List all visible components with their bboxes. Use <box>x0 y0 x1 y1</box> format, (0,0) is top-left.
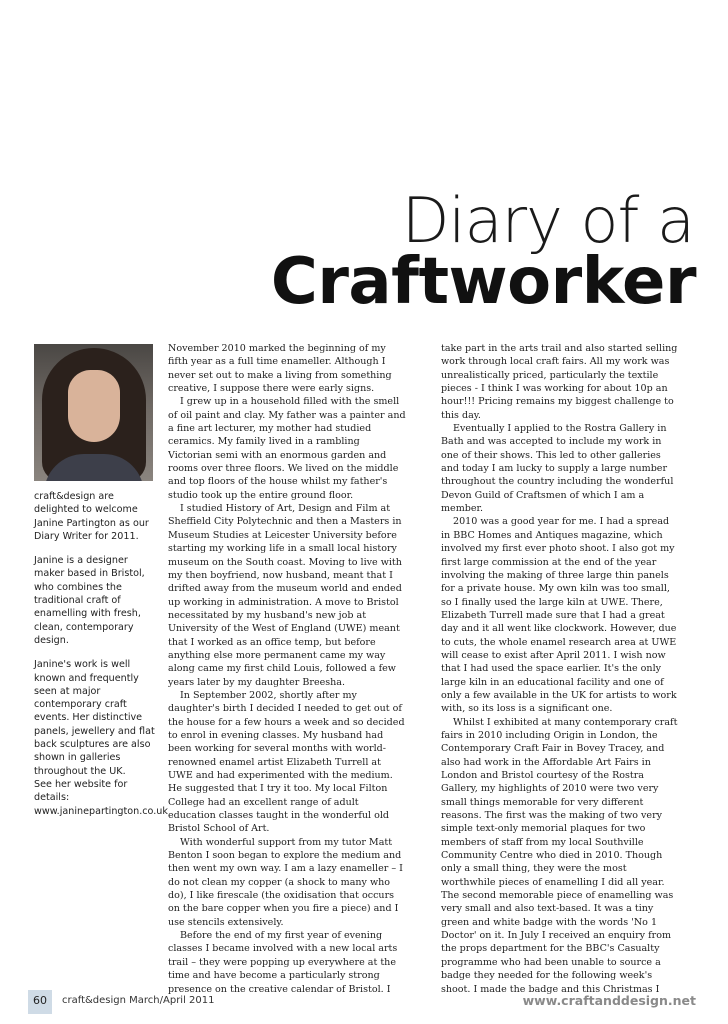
paragraph: With wonderful support from my tutor Matt Benton I soon began to explore the medium and then went my own way. I am a lazy enameller – I do not clean my copper (a shock to many who do), I like firescale (the oxidisation that occurs on the bare copper when you fire a piece) and I use stencils extensively. <box>168 836 403 928</box>
sidebar-bio: Janine is a designer maker based in Bristol, who combines the traditional craft of enamelling with fresh, clean, contemporary design. <box>34 555 145 646</box>
sidebar-work-text: Janine's work is well known and frequently seen at major contemporary craft events. Her distinctive panels, jewellery and flat back sculptures are also shown in galleries throughout the UK. <box>34 659 155 777</box>
paragraph: 2010 was a good year for me. I had a spread in BBC Homes and Antiques magazine, which involved my first ever photo shoot. I also got my first large commission at the end of the year involving the making of three large thin panels for a private house. My own kiln was too small, so I finally used the large kiln at UWE. There, Elizabeth Turrell made sure that I had a great day and it all went like clockwork. However, due to cuts, the whole enamel research area at UWE will cease to exist after April 2011. I wish now that I had used the space earlier. It's the only large kiln in an educational facility and one of only a few available in the UK for artists to work with, so its loss is a significant one. <box>441 516 677 715</box>
sidebar-website-label: See her website for details: <box>34 778 128 804</box>
paragraph: I studied History of Art, Design and Film at Sheffield City Polytechnic and then a Masters in Museum Studies at Leicester University before starting my working life in a small local history museum on the South coast. Moving to live with my then boyfriend, now husband, meant that I drifted away from the museum world and ended up working in administration. A move to Bristol necessitated by my husband's new job at University of the West of England (UWE) meant that I worked as an office temp, but before anything else more permanent came my way along came my first child Louis, followed a few years later by my daughter Breesha. <box>168 503 402 688</box>
sidebar-website-link[interactable]: www.janinepartington.co.uk <box>34 805 168 817</box>
paragraph: Eventually I applied to the Rostra Gallery in Bath and was accepted to include my work in one of their shows. This led to other galleries and today I am lucky to supply a large number throughout the country including the wonderful Devon Guild of Craftsmen of which I am a member. <box>441 423 674 515</box>
author-sidebar <box>34 490 168 829</box>
article-column-1 <box>168 342 406 994</box>
page-number: 60 <box>33 994 47 1007</box>
article-column-2 <box>441 342 679 994</box>
paragraph: In September 2002, shortly after my daughter's birth I decided I needed to get out of the house for a few hours a week and so decided to enrol in evening classes. My husband had been working for several months with world-renowned enamel artist Elizabeth Turrell at UWE and had experimented with the medium. He suggested that I try it too. My local Filton College had an excellent range of adult education classes taught in the wonderful old Bristol School of Art. <box>168 689 405 835</box>
paragraph: Before the end of my first year of evening classes I became involved with a new local arts trail – they were popping up everywhere at the time and have become a particularly strong presence on the creative calendar of Bristol. I <box>168 930 398 994</box>
footer-website-link[interactable]: www.craftanddesign.net <box>522 993 696 1008</box>
paragraph: I grew up in a household filled with the smell of oil paint and clay. My father was a painter and a fine art lecturer, my mother had studied ceramics. My family lived in a rambling Victorian semi with an enormous garden and rooms over three floors. We lived on the middle and top floors of the house whilst my father's studio took up the entire ground floor. <box>168 396 406 501</box>
page-footer <box>0 990 728 1024</box>
issue-label: craft&design March/April 2011 <box>62 995 215 1006</box>
headline-line-1: Diary of a <box>401 184 694 257</box>
paragraph: take part in the arts trail and also started selling work through local craft fairs. All my work was unrealistically priced, particularly the textile pieces - I think I was working for about 10p an hour!!! Pricing remains my biggest challenge to this day. <box>441 343 678 421</box>
sidebar-intro: craft&design are delighted to welcome Janine Partington as our Diary Writer for 2011. <box>34 491 149 542</box>
photo-face <box>68 370 120 442</box>
headline-line-2: Craftworker <box>270 245 696 319</box>
paragraph: Whilst I exhibited at many contemporary craft fairs in 2010 including Origin in London, the Contemporary Craft Fair in Bovey Tracey, and also had work in the Affordable Art Fairs in London and Bristol courtesy of the Rostra Gallery, my highlights of 2010 were two very small things memorable for very different reasons. The first was the making of two very simple text-only memorial plaques for two members of staff from my local Southville Community Centre who died in 2010. Though only a small thing, they were the most worthwhile pieces of enamelling I did all year. The second memorable piece of enamelling was very small and also text-based. It was a tiny green and white badge with the words 'No 1 Doctor' on it. In July I received an enquiry from the props department for the BBC's Casualty programme who had been unable to source a badge they needed for the following week's shoot. I made the badge and this Christmas I <box>441 716 678 994</box>
paragraph: November 2010 marked the beginning of my fifth year as a full time enameller. Although I never set out to make a living from something creative, I suppose there were early signs. <box>168 343 392 395</box>
sidebar-work <box>34 658 168 818</box>
author-photo <box>34 344 153 481</box>
